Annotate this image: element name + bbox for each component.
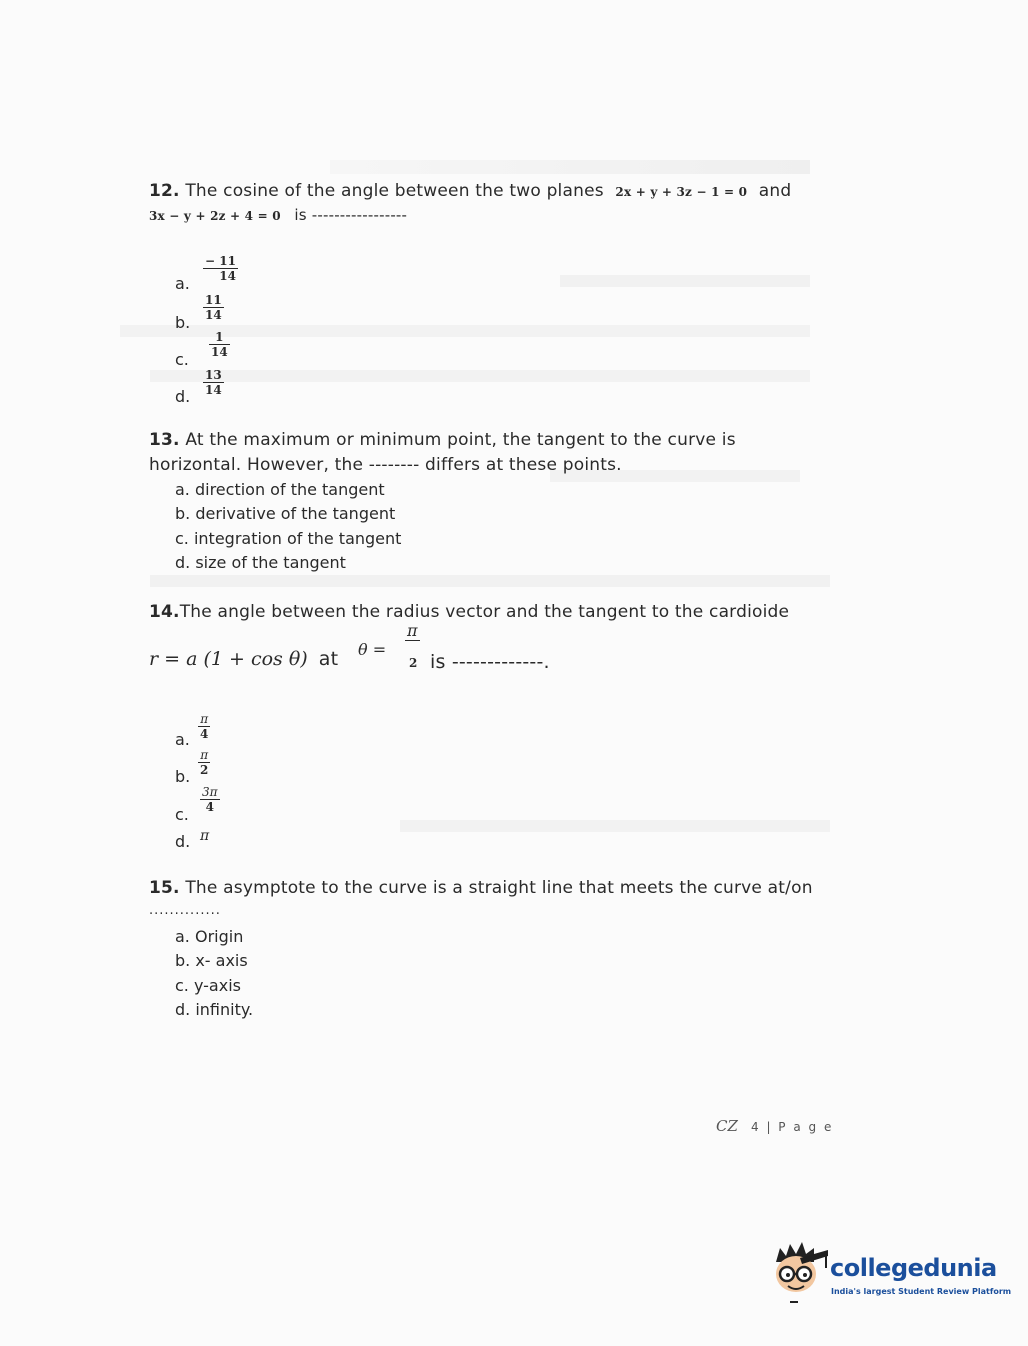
footer-initials: CZ — [716, 1117, 738, 1135]
question-12-text: The cosine of the angle between the two planes — [185, 181, 604, 201]
option-12b-denominator: 14 — [205, 308, 222, 322]
option-15a: a. Origin — [175, 927, 244, 946]
option-13a: a. direction of the tangent — [175, 480, 385, 499]
question-14-line1 — [149, 602, 789, 622]
option-14b-letter: b. — [175, 767, 191, 786]
bleed-through — [150, 575, 830, 587]
option-12c-fraction — [209, 330, 230, 359]
option-14d-letter: d. — [175, 832, 191, 851]
option-12d-numerator: 13 — [205, 368, 222, 382]
question-15-text: The asymptote to the curve is a straight line that meets the curve at/on — [185, 878, 813, 898]
question-13-number: 13. — [149, 430, 180, 450]
option-12d-denominator: 14 — [205, 383, 222, 397]
bleed-through — [330, 160, 810, 174]
option-12c-denominator: 14 — [211, 345, 228, 359]
option-14c-denominator: 4 — [205, 800, 214, 814]
option-14c-fraction — [200, 785, 220, 814]
bleed-through — [150, 370, 810, 382]
question-15-blank: .............. — [149, 903, 221, 918]
brand-logo[interactable] — [770, 1240, 1012, 1312]
option-12a-numerator: − 11 — [205, 254, 236, 268]
question-14-theta: θ = — [358, 640, 387, 659]
option-15d: d. infinity. — [175, 1000, 254, 1019]
option-12a-letter: a. — [175, 274, 190, 293]
question-13-text: At the maximum or minimum point, the tangent to the curve is — [185, 430, 736, 450]
option-12a-fraction — [203, 254, 238, 283]
option-12d-fraction — [203, 368, 224, 397]
option-13c: c. integration of the tangent — [175, 529, 402, 548]
option-15b: b. x- axis — [175, 951, 248, 970]
question-13-line1 — [149, 430, 736, 450]
option-12b-numerator: 11 — [205, 293, 222, 307]
bleed-through — [560, 275, 810, 287]
option-14a-numerator: π — [198, 712, 210, 727]
option-14c-letter: c. — [175, 805, 189, 824]
question-12-blank: is ----------------- — [294, 206, 408, 224]
question-12-and: and — [758, 181, 792, 201]
option-14b-numerator: π — [198, 748, 210, 763]
option-14b-fraction — [198, 748, 210, 777]
option-14a-letter: a. — [175, 730, 190, 749]
page-number: 4 | P a g e — [751, 1120, 834, 1134]
option-13b: b. derivative of the tangent — [175, 504, 396, 523]
option-12b-fraction — [203, 293, 224, 322]
mascot-icon — [770, 1240, 830, 1306]
bleed-through — [400, 820, 830, 832]
question-14-cardioide-equation: r = a (1 + cos θ) — [149, 648, 308, 670]
question-14-text: The angle between the radius vector and the tangent to the cardioide — [179, 602, 790, 622]
option-13d: d. size of the tangent — [175, 553, 346, 572]
option-12b-letter: b. — [175, 313, 191, 332]
option-12d-letter: d. — [175, 387, 191, 406]
option-14d-value: π — [200, 828, 210, 844]
question-14-pi: π — [407, 621, 418, 640]
brand-tagline: India's largest Student Review Platform — [831, 1287, 1012, 1296]
option-15c: c. y-axis — [175, 976, 241, 995]
question-14-line2 — [149, 648, 338, 670]
question-14-blank: is -------------. — [430, 651, 550, 673]
question-13-line2: horizontal. However, the -------- differs at these points. — [149, 455, 622, 475]
question-12-line1 — [149, 181, 791, 201]
option-12c-numerator: 1 — [209, 330, 230, 345]
question-14-two: 2 — [409, 656, 418, 670]
option-14b-denominator: 2 — [200, 763, 209, 777]
question-14-at: at — [318, 648, 339, 670]
option-14c-numerator: 3π — [202, 785, 218, 799]
question-12-line2 — [149, 205, 407, 225]
option-12a-denominator: 14 — [219, 269, 236, 283]
question-12-plane2: 3x − y + 2z + 4 = 0 — [149, 209, 281, 223]
page-footer — [716, 1116, 833, 1135]
question-15-line1 — [149, 878, 813, 898]
brand-name: collegedunia — [830, 1254, 997, 1282]
option-14a-denominator: 4 — [200, 727, 209, 741]
option-12c-letter: c. — [175, 350, 189, 369]
question-12-plane1: 2x + y + 3z − 1 = 0 — [615, 185, 748, 199]
question-14-number: 14. — [149, 602, 180, 622]
question-15-number: 15. — [149, 878, 180, 898]
question-12-number: 12. — [149, 181, 180, 201]
option-14a-fraction — [198, 712, 210, 741]
